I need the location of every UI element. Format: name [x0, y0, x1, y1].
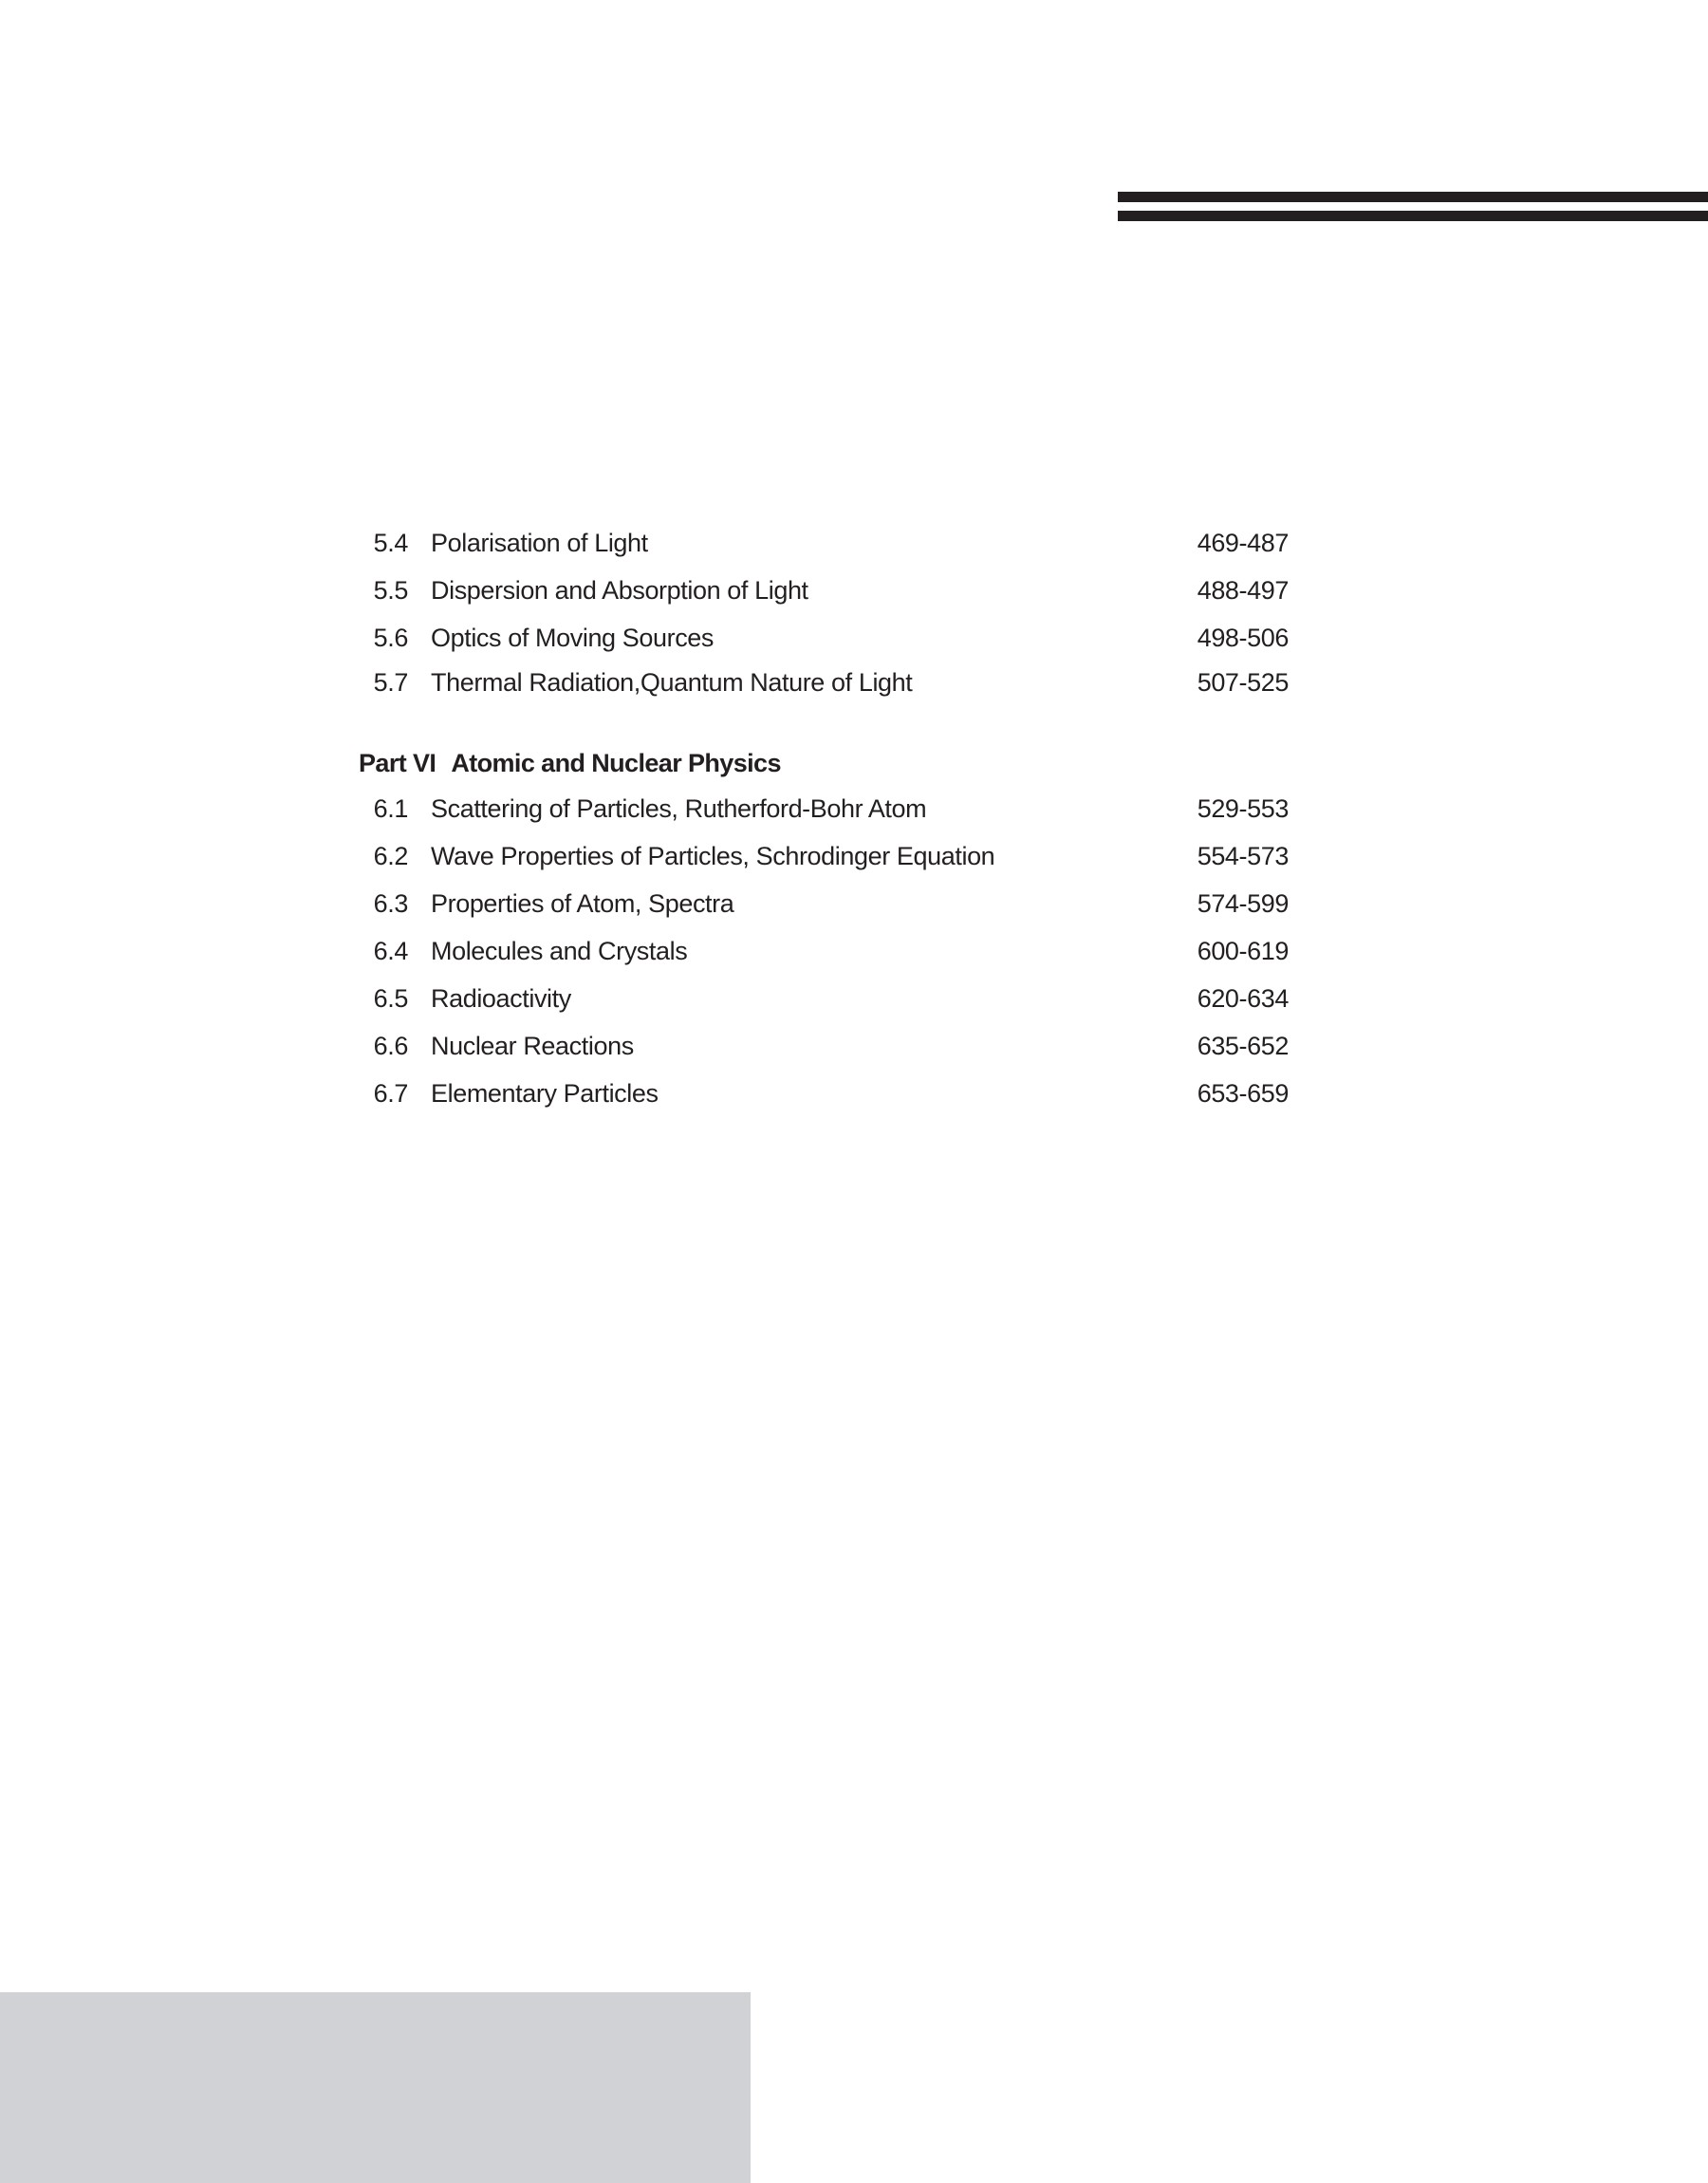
- toc-entry-number: 6.1: [373, 794, 408, 823]
- toc-entry-number: 5.6: [373, 624, 408, 652]
- toc-entry-number: 5.7: [373, 668, 408, 697]
- toc-entry-pages: 653-659: [1197, 1079, 1289, 1108]
- toc-entry-6-2: [0, 837, 1708, 875]
- toc-entry-6-5: [0, 980, 1708, 1017]
- toc-entry-pages: 635-652: [1197, 1032, 1289, 1060]
- toc-entry-pages: 529-553: [1197, 794, 1289, 823]
- toc-entry-title: Elementary Particles: [431, 1079, 659, 1108]
- toc-entry-title: Radioactivity: [431, 984, 571, 1013]
- toc-entry-number: 6.5: [373, 984, 408, 1013]
- part-title: Atomic and Nuclear Physics: [451, 749, 781, 777]
- toc-entry-title: Scattering of Particles, Rutherford-Bohr Atom: [431, 794, 927, 823]
- part-heading: [359, 744, 781, 782]
- toc-entry-number: 5.5: [373, 576, 408, 605]
- toc-entry-5-4: [0, 524, 1708, 562]
- toc-entry-pages: 488-497: [1197, 576, 1289, 605]
- toc-entry-pages: 620-634: [1197, 984, 1289, 1013]
- toc-entry-title: Molecules and Crystals: [431, 937, 688, 965]
- toc-entry-5-6: [0, 619, 1708, 657]
- toc-entry-pages: 574-599: [1197, 889, 1289, 918]
- toc-entry-5-5: [0, 571, 1708, 609]
- toc-entry-title: Polarisation of Light: [431, 529, 648, 557]
- footer-grey-panel: [0, 1992, 751, 2183]
- toc-entry-title: Dispersion and Absorption of Light: [431, 576, 808, 605]
- toc-entry-number: 6.7: [373, 1079, 408, 1108]
- toc-entry-pages: 498-506: [1197, 624, 1289, 652]
- toc-entry-pages: 554-573: [1197, 842, 1289, 870]
- toc-entry-6-6: [0, 1027, 1708, 1065]
- part-label: Part VI: [359, 749, 436, 777]
- toc-entry-title: Wave Properties of Particles, Schrodinger Equation: [431, 842, 995, 870]
- toc-entry-number: 5.4: [373, 529, 408, 557]
- toc-entry-6-7: [0, 1074, 1708, 1112]
- toc-entry-title: Optics of Moving Sources: [431, 624, 715, 652]
- toc-entry-number: 6.6: [373, 1032, 408, 1060]
- toc-entry-title: Properties of Atom, Spectra: [431, 889, 734, 918]
- toc-entry-title: Thermal Radiation,Quantum Nature of Light: [431, 668, 913, 697]
- toc-entry-pages: 507-525: [1197, 668, 1289, 697]
- toc-entry-pages: 600-619: [1197, 937, 1289, 965]
- toc-entry-6-1: [0, 790, 1708, 828]
- toc-entry-number: 6.3: [373, 889, 408, 918]
- toc-entry-number: 6.2: [373, 842, 408, 870]
- toc-entry-number: 6.4: [373, 937, 408, 965]
- toc-entry-6-4: [0, 932, 1708, 970]
- toc-entry-5-7: [0, 663, 1708, 701]
- toc-entry-title: Nuclear Reactions: [431, 1032, 634, 1060]
- toc-entry-pages: 469-487: [1197, 529, 1289, 557]
- toc-entry-6-3: [0, 885, 1708, 923]
